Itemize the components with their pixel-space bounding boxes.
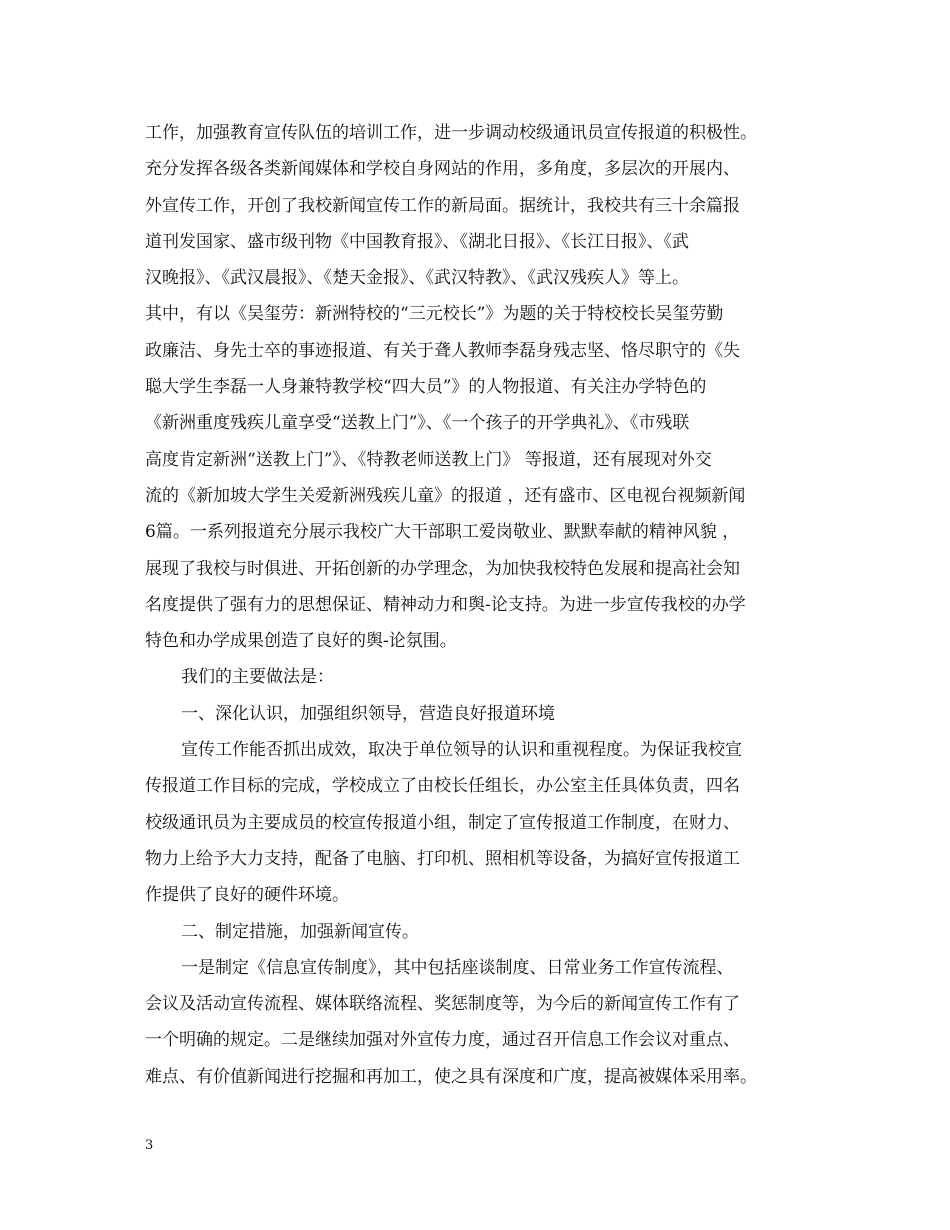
text-line: 外宣传工作，开创了我校新闻宣传工作的新局面。据统计，我校共有三十余篇报 — [145, 195, 740, 216]
text-line: 特色和办学成果创造了良好的舆-论氛围。 — [145, 631, 457, 652]
text-line: 其中，有以《吴玺劳：新洲特校的“三元校长”》为题的关于特校校长吴玺劳勤 — [145, 304, 724, 325]
text-line: 汉晚报》、《武汉晨报》、《楚天金报》、《武汉特教》、《武汉残疾人》等上。 — [145, 268, 689, 289]
text-line: 流的《新加坡大学生关爱新洲残疾儿童》的报道 ，还有盛市、区电视台视频新闻 — [145, 485, 746, 506]
text-line: 我们的主要做法是： — [181, 667, 334, 688]
text-line: 作提供了良好的硬件环境。 — [145, 885, 349, 906]
body-text — [145, 115, 815, 1095]
text-line: 政廉洁、身先士卒的事迹报道、有关于聋人教师李磊身残志坚、恪尽职守的《失 — [145, 340, 740, 361]
text-line: 展现了我校与时俱进、开拓创新的办学理念，为加快我校特色发展和提高社会知 — [145, 558, 740, 579]
text-line: 高度肯定新洲“送教上门”》、《特教老师送教上门》 等报道，还有展现对外交 — [145, 449, 712, 470]
text-line: 校级通讯员为主要成员的校宣传报道小组，制定了宣传报道工作制度，在财力、 — [145, 812, 740, 833]
text-line: 工作，加强教育宣传队伍的培训工作，进一步调动校级通讯员宣传报道的积极性。 — [145, 123, 757, 143]
text-line: 会议及活动宣传流程、媒体联络流程、奖惩制度等，为今后的新闻宣传工作有了 — [145, 994, 740, 1015]
text-line: 宣传工作能否抓出成效，取决于单位领导的认识和重视程度。为保证我校宣 — [181, 740, 742, 761]
text-line: 聪大学生李磊一人身兼特教学校“四大员”》的人物报道、有关注办学特色的 — [145, 377, 707, 398]
text-line: 物力上给予大力支持，配备了电脑、打印机、照相机等设备，为搞好宣传报道工 — [145, 848, 740, 869]
page-number: 3 — [145, 1138, 154, 1153]
text-line: 二、制定措施，加强新闻宣传。 — [181, 921, 419, 942]
text-line: 6篇。一系列报道充分展示我校广大干部职工爱岗敬业、默默奉献的精神风貌 ， — [145, 522, 740, 543]
text-line: 名度提供了强有力的思想保证、精神动力和舆-论支持。为进一步宣传我校的办学 — [145, 594, 746, 615]
text-line: 一是制定《信息宣传制度》，其中包括座谈制度、日常业务工作宣传流程、 — [181, 957, 734, 978]
text-line: 《新洲重度残疾儿童享受“送教上门”》、《一个孩子的开学典礼》、《市残联 — [145, 413, 690, 434]
text-line: 一个明确的规定。二是继续加强对外宣传力度，通过召开信息工作会议对重点、 — [145, 1030, 740, 1051]
text-line: 道刊发国家、盛市级刊物《中国教育报》、《湖北日报》、《长江日报》、《武 — [145, 231, 689, 252]
text-line: 传报道工作目标的完成，学校成立了由校长任组长，办公室主任具体负责，四名 — [145, 776, 740, 797]
text-line: 一、深化认识，加强组织领导，营造良好报道环境 — [181, 703, 555, 724]
text-line: 难点、有价值新闻进行挖掘和再加工，使之具有深度和广度，提高被媒体采用率。 — [145, 1066, 757, 1087]
text-line: 充分发挥各级各类新闻媒体和学校自身网站的作用，多角度，多层次的开展内、 — [145, 159, 740, 180]
